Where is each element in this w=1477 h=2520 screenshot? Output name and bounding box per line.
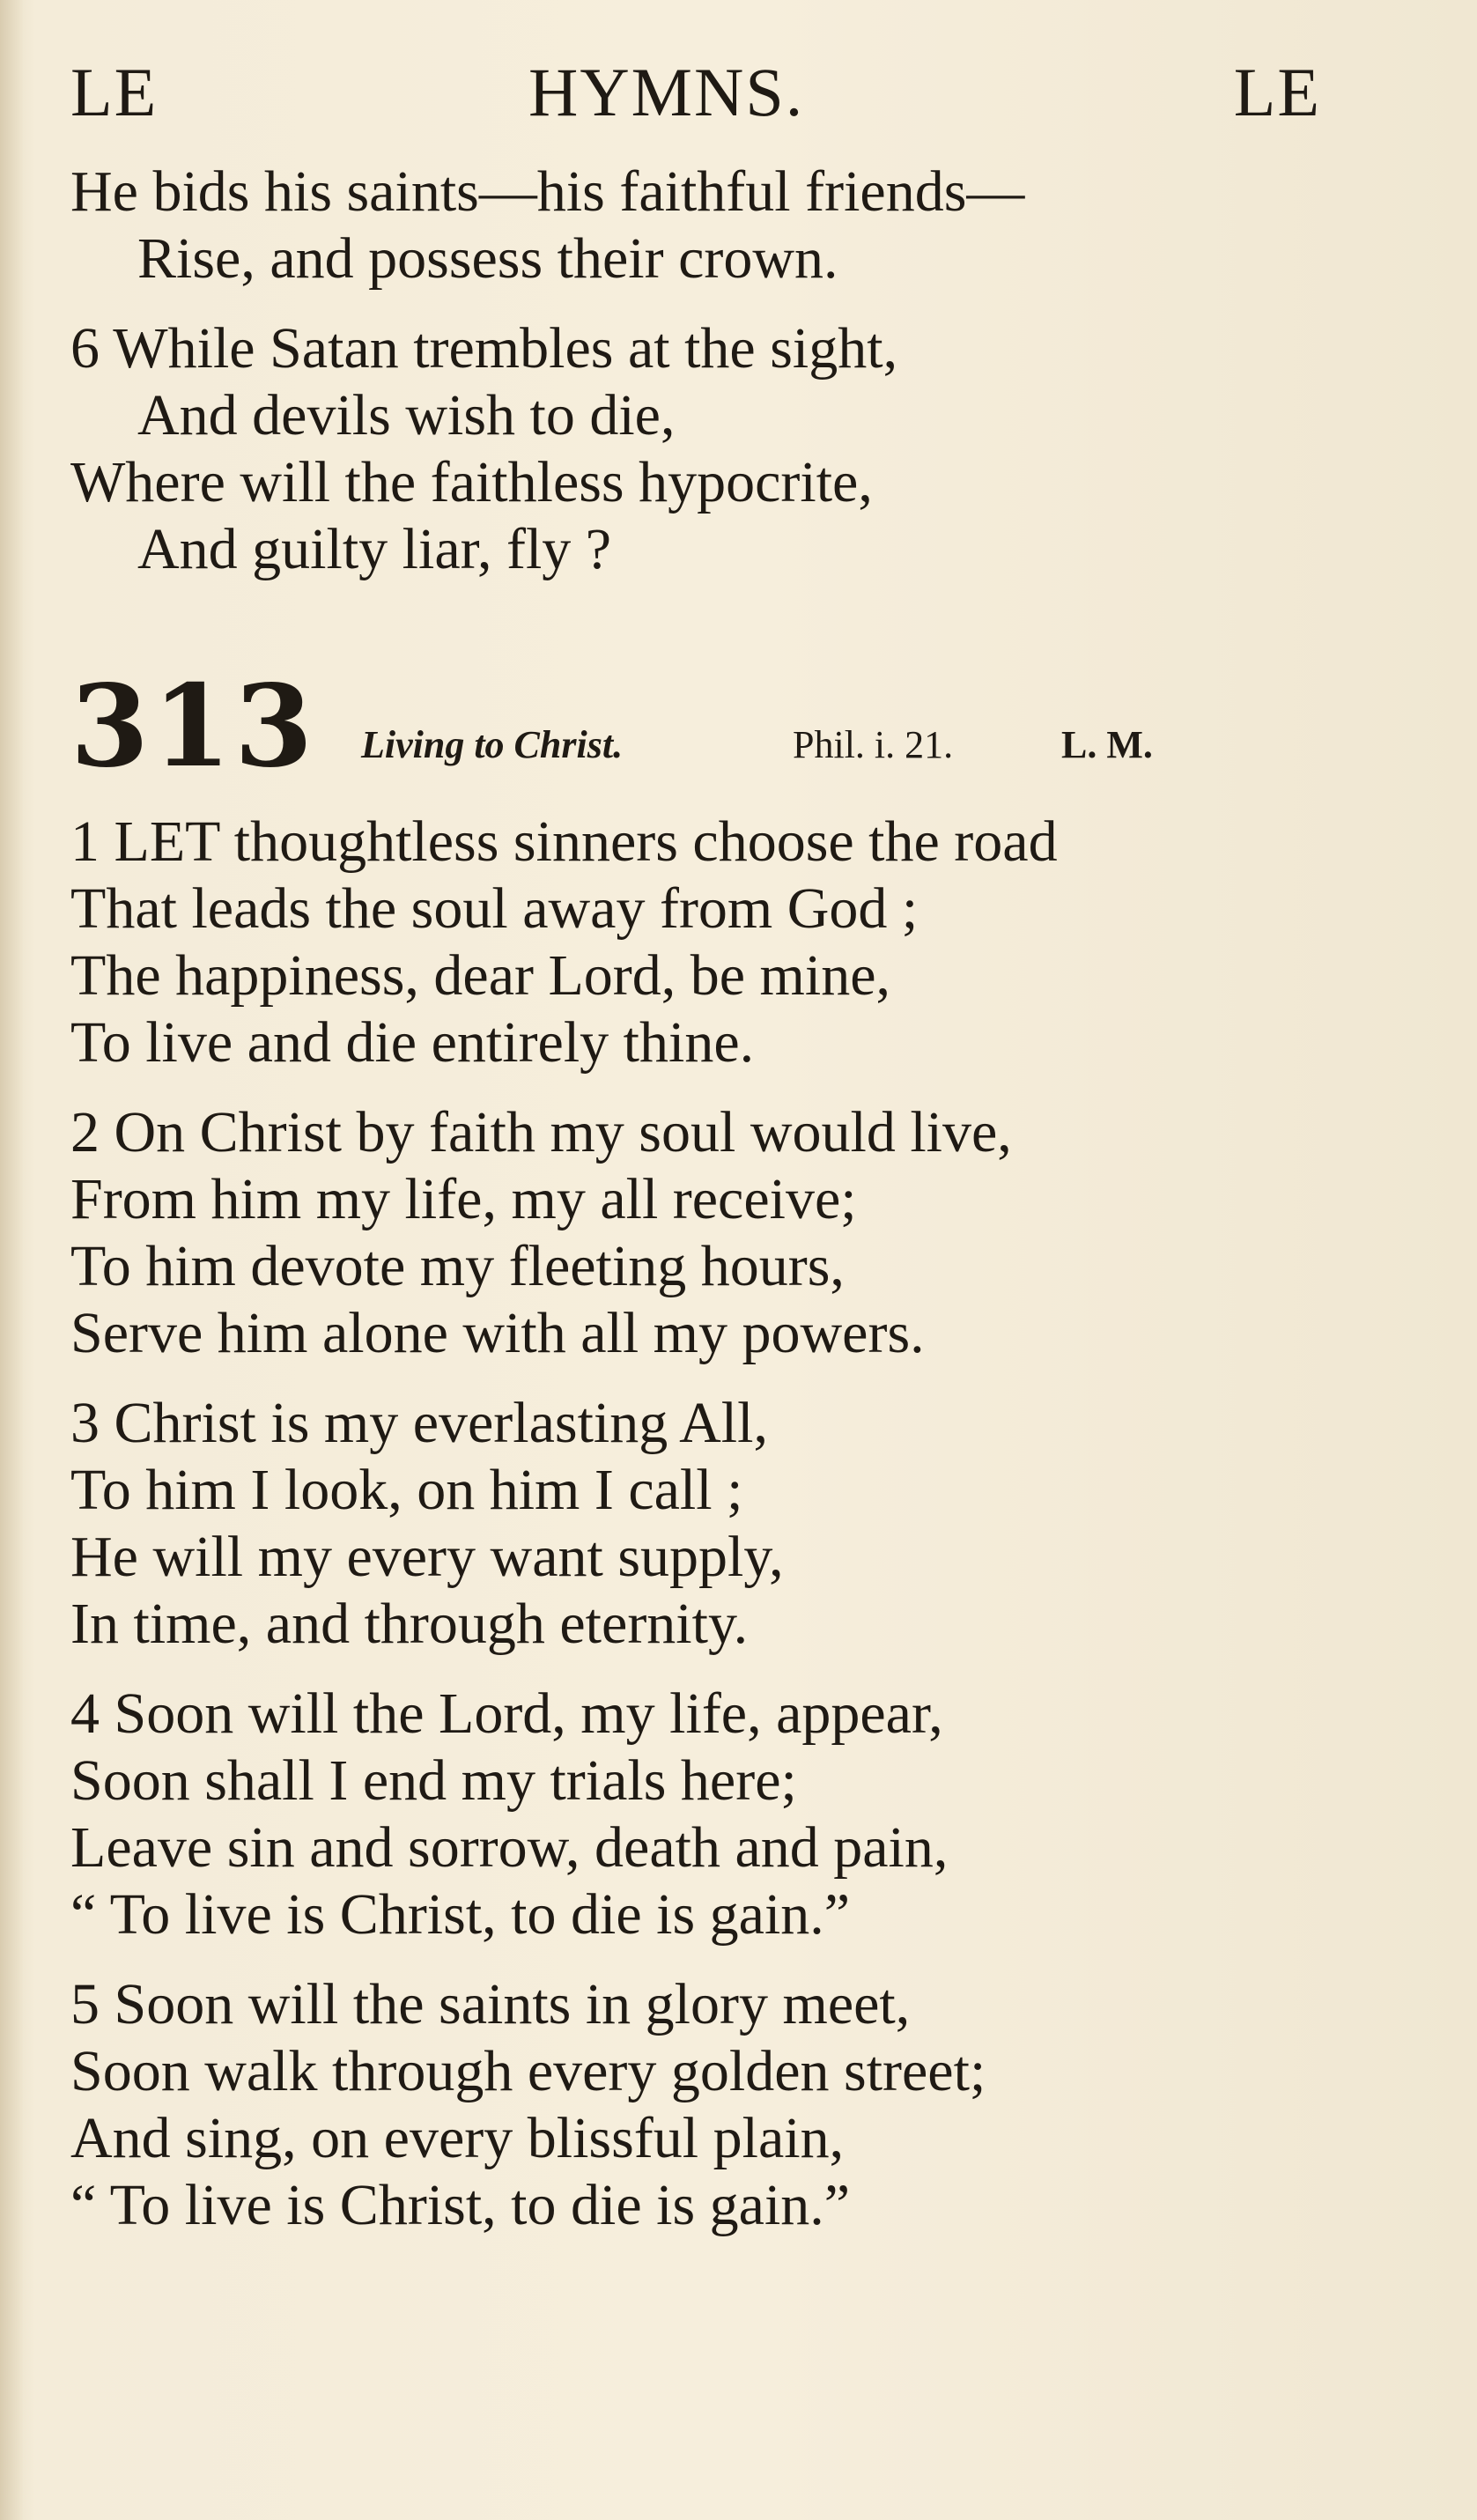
verse-line: He bids his saints—his faithful friends— [70, 159, 1025, 224]
verse-line: Where will the faithless hypocrite, [70, 450, 873, 514]
verse-line: Rise, and possess their crown. [137, 226, 838, 291]
verse-line: To him devote my fleeting hours, [70, 1234, 845, 1298]
verse-1 [70, 809, 1392, 1076]
verse-line: 4 Soon will the Lord, my life, appear, [70, 1681, 943, 1746]
verse-line: 6 While Satan trembles at the sight, [70, 316, 898, 381]
previous-hymn-continuation [70, 159, 1392, 606]
hymn-verses [70, 809, 1392, 2262]
verse-line: 5 Soon will the saints in glory meet, [70, 1972, 911, 2036]
verse-line: In time, and through eternity. [70, 1592, 749, 1656]
header-title: HYMNS. [528, 54, 805, 130]
verse-line: To live and die entirely thine. [70, 1010, 755, 1075]
verse-line: “ To live is Christ, to die is gain.” [70, 2173, 851, 2237]
verse-line: Soon walk through every golden street; [70, 2039, 986, 2103]
verse-line: And guilty liar, fly ? [137, 517, 612, 581]
running-header [70, 53, 1321, 132]
verse-line: That leads the soul away from God ; [70, 876, 919, 941]
verse-line: To him I look, on him I call ; [70, 1458, 743, 1522]
continued-verse [70, 159, 1392, 292]
verse-4 [70, 1681, 1392, 1948]
verse-line: From him my life, my all receive; [70, 1167, 857, 1231]
verse-line: And devils wish to die, [137, 383, 676, 447]
header-left-catchword: LE [70, 54, 159, 130]
scripture-reference: Phil. i. 21. [793, 723, 954, 766]
verse-line: 1 LET thoughtless sinners choose the road [70, 809, 1058, 874]
header-right-catchword: LE [1233, 54, 1321, 130]
verse-line: The happiness, dear Lord, be mine, [70, 943, 891, 1008]
verse-line: 2 On Christ by faith my soul would live, [70, 1100, 1012, 1164]
verse-3 [70, 1390, 1392, 1658]
hymn-number: 313 [70, 661, 317, 793]
verse-line: And sing, on every blissful plain, [70, 2106, 845, 2170]
verse-line: 3 Christ is my everlasting All, [70, 1391, 768, 1455]
hymn-heading [70, 661, 1215, 793]
hymn-title: Living to Christ. [361, 723, 624, 766]
verse-line: Soon shall I end my trials here; [70, 1748, 797, 1813]
page-gutter [0, 0, 23, 2520]
verse-line: “ To live is Christ, to die is gain.” [70, 1882, 851, 1947]
verse-5 [70, 1971, 1392, 2239]
verse-line: Leave sin and sorrow, death and pain, [70, 1815, 949, 1880]
verse-2 [70, 1099, 1392, 1367]
verse-6 [70, 315, 1392, 583]
hymn-meter: L. M. [1061, 723, 1153, 766]
verse-line: He will my every want supply, [70, 1525, 784, 1589]
verse-line: Serve him alone with all my powers. [70, 1301, 925, 1365]
